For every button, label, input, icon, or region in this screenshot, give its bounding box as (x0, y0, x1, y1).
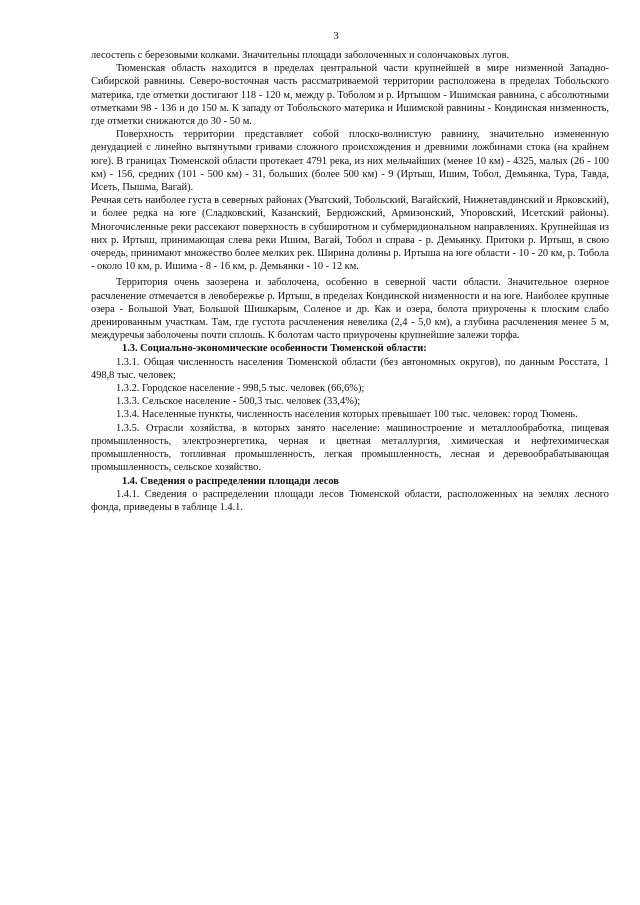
paragraph-surface-rivers: Поверхность территории представляет собой плоско-волнистую равнину, значительно измененную денудацией с линейно вытянутыми гривами сложного происхождения и древними ложбинами стока (на крайнем юге). В границах Тюменской области протекает 4791 река, из них мельчайших (менее 10 км) - 4325, малых (26 - 100 км) - 156, средних (101 - 500 км) - 31, больших (более 500 км) - 9 (Иртыш, Ишим, Тобол, Демьянка, Тура, Тавда, Исеть, Пышма, Вагай). (91, 129, 609, 194)
section-heading-1-4: 1.4. Сведения о распределении площади лесов (122, 475, 339, 487)
paragraph-1-3-4: 1.3.4. Населенные пункты, численность населения которых превышает 100 тыс. человек: город Тюмень. (116, 409, 578, 421)
paragraph-lakes-swamps: Территория очень заозерена и заболочена, особенно в северной части области. Значительное озерное расчленение отмечается в левобережье р. Иртыш, в пределах Кондинской низменности и на юге. Наиболее крупные озера - Большой Уват, Большой Шишкарым, Соленое и др. Как и озера, болота приурочены к плоским слабо дренированным участкам. Там, где густота расчленения невелика (2,4 - 5,0 км), а глубина расчленения менее 5 м, междуречья заболочены почти сплошь. К болотам часто приурочены крупнейшие залежи торфа. (91, 277, 609, 342)
paragraph-1-3-2: 1.3.2. Городское население - 998,5 тыс. человек (66,6%); (116, 383, 365, 395)
paragraph-river-network: Речная сеть наиболее густа в северных районах (Уватский, Тобольский, Вагайский, Нижнетавдинский и Ярковский), и более редка на юге (Сладковский, Казанский, Бердюжский, Армизонский, Упоровский, Исетский районы). Многочисленные реки рассекают поверхность в субширотном и субмеридиональном направлениях. Крупнейшая из них р. Иртыш, принимающая слева реки Ишим, Вагай, Тобол и справа - р. Демьянку. Притоки р. Иртыш, в свою очередь, принимают множество более мелких рек. Ширина долины р. Иртыша на юге области - 10 - 20 км, р. Тобола - около 10 км, р. Ишима - 8 - 16 км, р. Демьянки - 10 - 12 км. (91, 195, 609, 273)
paragraph-location: Тюменская область находится в пределах центральной части крупнейшей в мире низменной Западно-Сибирской равнины. Северо-восточная часть рассматриваемой территории расположена в пределах Тобольского материка, где отметки достигают 118 - 120 м, между р. Тоболом и р. Иртышом - Ишимская равнина, с абсолютными отметками 98 - 136 и до 150 м. К западу от Тобольского материка и Ишимской равнины - Кондинская низменность, где отметки снижаются до 30 - 50 м. (91, 63, 609, 128)
paragraph-1-3-5: 1.3.5. Отрасли хозяйства, в которых занято население: машиностроение и металлообработка, пищевая промышленность, электроэнергетика, черная и цветная металлургия, химическая и нефтехимическая промышленность, топливная промышленность, легкая промышленность, лесная и деревообрабатывающая промышленность, сельское хозяйство. (91, 422, 609, 474)
paragraph-1-4-1: 1.4.1. Сведения о распределении площади лесов Тюменской области, расположенных на землях лесного фонда, приведены в таблице 1.4.1. (91, 488, 609, 513)
paragraph-1-3-1: 1.3.1. Общая численность населения Тюменской области (без автономных округов), по данным Росстата, 1 498,8 тыс. человек; (91, 356, 609, 381)
paragraph-1-3-3: 1.3.3. Сельское население - 500,3 тыс. человек (33,4%); (116, 396, 361, 408)
section-heading-1-3: 1.3. Социально-экономические особенности Тюменской области: (122, 343, 427, 355)
page-number: 3 (333, 31, 339, 42)
paragraph-forest-steppe: лесостепь с березовыми колками. Значительны площади заболоченных и солончаковых лугов. (91, 50, 510, 61)
